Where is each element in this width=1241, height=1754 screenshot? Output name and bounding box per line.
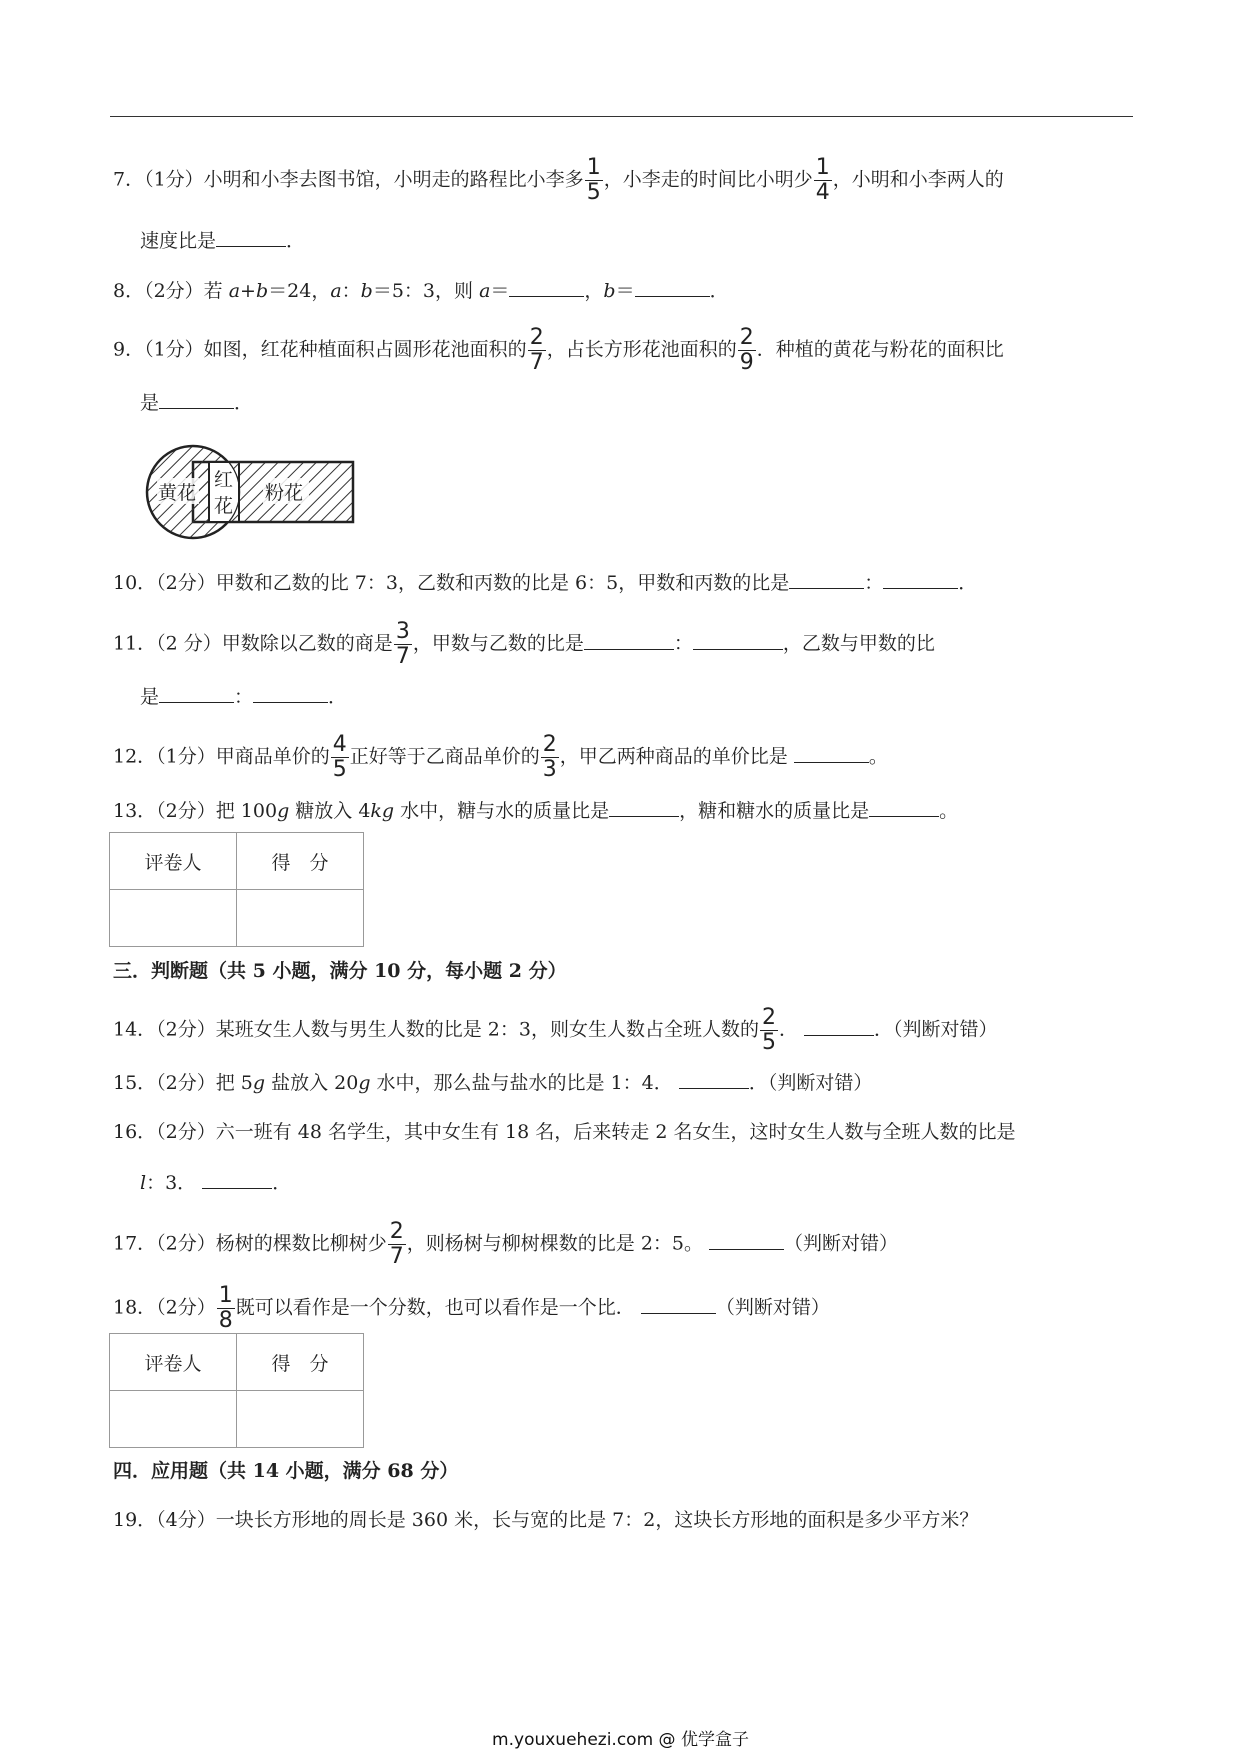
q18-fraction bbox=[217, 1284, 235, 1333]
score-table-2 bbox=[109, 1333, 364, 1448]
q15-suffix: ．（判断对错） bbox=[748, 1072, 873, 1094]
q15-answer-blank[interactable] bbox=[679, 1068, 749, 1089]
red-flower-label-1: 红 bbox=[214, 469, 234, 491]
question-7 bbox=[113, 156, 1004, 205]
q17-suffix: （判断对错） bbox=[784, 1232, 899, 1255]
q13-unit-g: g bbox=[277, 800, 290, 822]
q10-answer-blank-1[interactable] bbox=[789, 568, 864, 589]
q7-fraction-1 bbox=[585, 156, 603, 205]
q11-suffix: ，乙数与甲数的比 bbox=[782, 632, 935, 655]
q9-f1-numerator: 2 bbox=[529, 325, 544, 350]
q9-answer-blank[interactable] bbox=[159, 388, 234, 409]
score-header: 得 分 bbox=[237, 833, 364, 890]
q9-suffix: ．种植的黄花与粉花的面积比 bbox=[756, 338, 1004, 361]
q16-var-l: l bbox=[140, 1172, 147, 1194]
q7-text-mid: ，小李走的时间比小明少 bbox=[603, 168, 813, 191]
q7-answer-blank[interactable] bbox=[216, 226, 286, 247]
score-header-2: 得 分 bbox=[237, 1334, 364, 1391]
q12-f2-numerator: 2 bbox=[542, 732, 557, 757]
q12-f2-denominator: 3 bbox=[542, 757, 557, 782]
q8-colon: ： bbox=[341, 280, 361, 302]
q17-prefix: 17．（2分）杨树的棵数比柳树少 bbox=[113, 1232, 387, 1255]
q18-suffix: （判断对错） bbox=[715, 1296, 830, 1319]
q8-comma: ， bbox=[584, 280, 604, 302]
q8-prefix: 8．（2分）若 bbox=[113, 280, 229, 302]
q14-numerator: 2 bbox=[761, 1005, 776, 1030]
q12-fraction-2 bbox=[541, 733, 559, 782]
q9-f1-denominator: 7 bbox=[529, 350, 544, 375]
question-7-line2 bbox=[140, 226, 305, 255]
q11-answer-blank-4[interactable] bbox=[253, 682, 328, 703]
question-11-line2 bbox=[140, 682, 347, 711]
q11-numerator: 3 bbox=[395, 619, 410, 644]
q18-denominator: 8 bbox=[218, 1308, 233, 1333]
q14-denominator: 5 bbox=[761, 1030, 776, 1055]
q7-end: ． bbox=[286, 230, 306, 252]
q16-line1: 16．（2分）六一班有 48 名学生，其中女生有 18 名，后来转走 2 名女生，这时女生人数与全班人数的比是 bbox=[113, 1121, 1016, 1143]
q14-dot: ． bbox=[778, 1018, 798, 1041]
grader-header-2: 评卷人 bbox=[110, 1334, 237, 1391]
grader-cell[interactable] bbox=[110, 890, 237, 947]
q8-answer-blank-b[interactable] bbox=[635, 276, 710, 297]
q12-fraction-1 bbox=[331, 733, 349, 782]
q7-text-suffix: ，小明和小李两人的 bbox=[832, 168, 1004, 191]
q12-answer-blank[interactable] bbox=[794, 742, 869, 763]
question-17 bbox=[113, 1220, 898, 1269]
q13-mid2: 水中，糖与水的质量比是 bbox=[394, 800, 610, 822]
q8-eq2: ＝ bbox=[490, 280, 510, 302]
q9-fraction-1 bbox=[528, 326, 546, 375]
q11-end: ． bbox=[328, 686, 348, 708]
q9-line2-text: 是 bbox=[140, 392, 160, 414]
question-14 bbox=[113, 1006, 998, 1055]
q13-answer-blank-2[interactable] bbox=[869, 796, 939, 817]
question-16-line2 bbox=[140, 1168, 291, 1197]
flower-bed-figure bbox=[143, 444, 363, 544]
q8-eq3: ＝ bbox=[615, 280, 635, 302]
q8-ratio: ＝5：3，则 bbox=[372, 280, 480, 302]
q10-colon: ： bbox=[864, 572, 884, 594]
q17-fraction bbox=[388, 1220, 406, 1269]
q11-line2-text: 是 bbox=[140, 686, 160, 708]
q8-var-b3: b bbox=[603, 280, 616, 302]
q7-line2-text: 速度比是 bbox=[140, 230, 217, 252]
q7-f1-denominator: 5 bbox=[586, 180, 601, 205]
q13-mid1: 糖放入 4 bbox=[289, 800, 371, 822]
q11-prefix: 11．（2 分）甲数除以乙数的商是 bbox=[113, 632, 393, 655]
section-3-title: 三．判断题（共 5 小题，满分 10 分，每小题 2 分） bbox=[113, 960, 567, 982]
q7-f2-numerator: 1 bbox=[815, 155, 830, 180]
question-13 bbox=[113, 796, 958, 825]
q13-end: 。 bbox=[939, 800, 959, 822]
section-4-title: 四．应用题（共 14 小题，满分 68 分） bbox=[113, 1460, 459, 1482]
q9-mid: ，占长方形花池面积的 bbox=[546, 338, 737, 361]
q17-numerator: 2 bbox=[389, 1219, 404, 1244]
q14-suffix: ．（判断对错） bbox=[874, 1018, 998, 1041]
question-10 bbox=[113, 568, 977, 597]
q13-mid3: ，糖和糖水的质量比是 bbox=[679, 800, 870, 822]
q9-end: ． bbox=[234, 392, 254, 414]
q15-unit-g1: g bbox=[252, 1072, 266, 1094]
pink-flower-label: 粉花 bbox=[265, 482, 304, 504]
q11-fraction bbox=[394, 620, 412, 669]
q14-fraction bbox=[760, 1006, 778, 1055]
q11-answer-blank-3[interactable] bbox=[159, 682, 234, 703]
score-cell-2[interactable] bbox=[237, 1391, 364, 1448]
q12-suffix: ，甲乙两种商品的单价比是 bbox=[559, 745, 794, 768]
q11-colon2: ： bbox=[234, 686, 254, 708]
q12-prefix: 12．（1分）甲商品单价的 bbox=[113, 745, 330, 768]
question-12 bbox=[113, 733, 888, 782]
q18-prefix: 18．（2分） bbox=[113, 1296, 216, 1319]
q16-end: ． bbox=[272, 1172, 292, 1194]
q16-answer-blank[interactable] bbox=[202, 1168, 272, 1189]
q17-mid: ，则杨树与柳树棵数的比是 2：5。 bbox=[406, 1232, 703, 1255]
q8-end: ． bbox=[709, 280, 729, 302]
q7-f1-numerator: 1 bbox=[586, 155, 601, 180]
q8-eq: ＝24， bbox=[268, 280, 331, 302]
yellow-flower-label: 黄花 bbox=[158, 482, 197, 504]
score-table-1 bbox=[109, 832, 364, 947]
q8-plus: + bbox=[240, 280, 256, 302]
q11-answer-blank-1[interactable] bbox=[584, 629, 674, 650]
q10-answer-blank-2[interactable] bbox=[883, 568, 958, 589]
q10-text: 10．（2分）甲数和乙数的比 7：3，乙数和丙数的比是 6：5，甲数和丙数的比是 bbox=[113, 572, 790, 594]
question-19 bbox=[113, 1506, 978, 1534]
question-11 bbox=[113, 620, 935, 669]
grader-cell-2[interactable] bbox=[110, 1391, 237, 1448]
q18-mid: 既可以看作是一个分数，也可以看作是一个比． bbox=[235, 1296, 635, 1319]
q16-line2: ：3． bbox=[146, 1172, 197, 1194]
q10-end: ． bbox=[958, 572, 978, 594]
q8-answer-blank-a[interactable] bbox=[509, 276, 584, 297]
q18-numerator: 1 bbox=[218, 1283, 233, 1308]
q11-answer-blank-2[interactable] bbox=[693, 629, 783, 650]
q13-answer-blank-1[interactable] bbox=[609, 796, 679, 817]
q7-text-prefix: 7．（1分）小明和小李去图书馆，小明走的路程比小李多 bbox=[113, 168, 584, 191]
q9-f2-numerator: 2 bbox=[739, 325, 754, 350]
q15-mid2: 水中，那么盐与盐水的比是 1：4． bbox=[370, 1072, 673, 1094]
q17-answer-blank[interactable] bbox=[709, 1229, 784, 1250]
q14-prefix: 14．（2分）某班女生人数与男生人数的比是 2：3，则女生人数占全班人数的 bbox=[113, 1018, 759, 1041]
question-18 bbox=[113, 1284, 830, 1333]
question-8 bbox=[113, 276, 729, 305]
q8-var-a: a bbox=[228, 280, 241, 302]
q12-f1-denominator: 5 bbox=[332, 757, 347, 782]
red-flower-label-2: 花 bbox=[214, 495, 234, 517]
q12-end: 。 bbox=[868, 745, 888, 768]
q15-mid: 盐放入 20 bbox=[265, 1072, 359, 1094]
q14-answer-blank[interactable] bbox=[804, 1015, 874, 1036]
grader-header: 评卷人 bbox=[110, 833, 237, 890]
q9-fraction-2 bbox=[738, 326, 756, 375]
q8-var-b2: b bbox=[360, 280, 373, 302]
q8-var-a3: a bbox=[479, 280, 491, 302]
q17-denominator: 7 bbox=[389, 1244, 404, 1269]
q9-f2-denominator: 9 bbox=[739, 350, 754, 375]
page-footer: m.youxuehezi.com @ 优学盒子 bbox=[492, 1730, 749, 1750]
question-9 bbox=[113, 326, 1004, 375]
q12-mid: 正好等于乙商品单价的 bbox=[349, 745, 540, 768]
q15-unit-g2: g bbox=[358, 1072, 371, 1094]
q8-var-b: b bbox=[255, 280, 269, 302]
question-15 bbox=[113, 1068, 872, 1097]
q13-prefix: 13．（2分）把 100 bbox=[113, 800, 278, 822]
q15-prefix: 15．（2分）把 5 bbox=[113, 1072, 253, 1094]
q12-f1-numerator: 4 bbox=[332, 732, 347, 757]
q8-var-a2: a bbox=[330, 280, 342, 302]
q11-colon: ： bbox=[673, 632, 693, 655]
q7-fraction-2 bbox=[814, 156, 832, 205]
question-9-line2 bbox=[140, 388, 253, 417]
q19-text: 19．（4分）一块长方形地的周长是 360 米，长与宽的比是 7：2，这块长方形地的面积是多少平方米？ bbox=[113, 1509, 979, 1531]
q13-unit-kg: kg bbox=[370, 800, 395, 822]
question-16 bbox=[113, 1118, 1015, 1146]
q9-prefix: 9．（1分）如图，红花种植面积占圆形花池面积的 bbox=[113, 338, 527, 361]
q18-answer-blank[interactable] bbox=[641, 1293, 716, 1314]
q11-mid: ，甲数与乙数的比是 bbox=[412, 632, 584, 655]
q7-f2-denominator: 4 bbox=[815, 180, 830, 205]
header-rule bbox=[110, 116, 1133, 117]
q11-denominator: 7 bbox=[395, 644, 410, 669]
score-cell[interactable] bbox=[237, 890, 364, 947]
